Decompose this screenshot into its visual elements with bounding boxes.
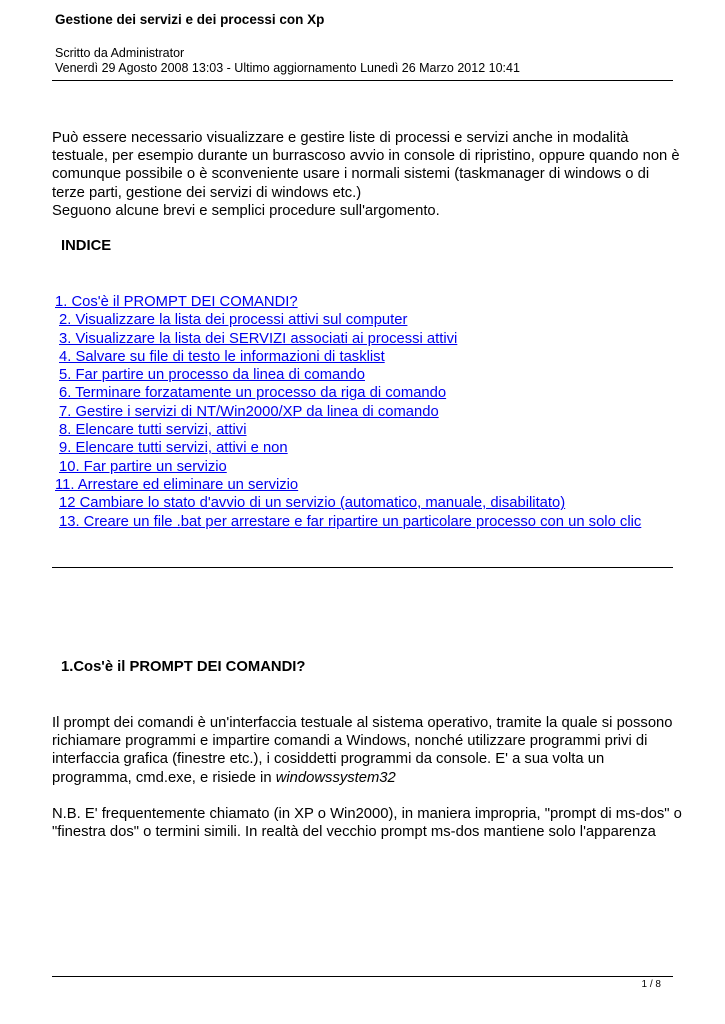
intro-paragraph: Può essere necessario visualizzare e gestire liste di processi e servizi anche in modalità testuale, per esempio durante un burrascoso avvio in console di ripristino, oppure quando non è comunque possibile o è sconveniente usare i normali sistemi (taskmanager di windows o di terze parti, gestione dei servizi di windows etc.): [52, 130, 680, 201]
section-paragraph-text: Il prompt dei comandi è un'interfaccia testuale al sistema operativo, tramite la quale si possono richiamare programmi e impartire comandi a Windows, nonché utilizzare programmi privi di interfaccia grafica (finestre etc.), i cosiddetti programmi da console. E' a sua volta un programma, cmd.exe, e risiede in: [52, 715, 673, 786]
toc-link[interactable]: 13. Creare un file .bat per arrestare e far ripartire un particolare processo con un solo clic: [59, 513, 642, 530]
toc-link[interactable]: 5. Far partire un processo da linea di comando: [59, 367, 365, 384]
toc-link[interactable]: 11. Arrestare ed eliminare un servizio: [55, 476, 299, 493]
toc-item: [55, 384, 641, 402]
toc-item: [55, 458, 641, 476]
toc-link[interactable]: 2. Visualizzare la lista dei processi attivi sul computer: [59, 312, 408, 329]
toc-link[interactable]: 12 Cambiare lo stato d'avvio di un servizio (automatico, manuale, disabilitato): [59, 495, 566, 512]
intro-section: [52, 129, 682, 220]
toc-item: [55, 476, 641, 494]
footer-divider: [52, 976, 673, 977]
intro-paragraph: Seguono alcune brevi e semplici procedure sull'argomento.: [52, 202, 440, 219]
toc-item: [55, 330, 641, 348]
article-meta: [55, 46, 520, 76]
toc-link[interactable]: 6. Terminare forzatamente un processo da riga di comando: [59, 385, 447, 402]
page-number: 1 / 8: [641, 979, 661, 990]
table-of-contents: [55, 293, 641, 531]
toc-item: [55, 494, 641, 512]
page-title: Gestione dei servizi e dei processi con Xp: [55, 12, 325, 27]
toc-link[interactable]: 4. Salvare su file di testo le informazioni di tasklist: [59, 348, 385, 365]
toc-item: [55, 513, 641, 531]
toc-link[interactable]: 3. Visualizzare la lista dei SERVIZI associati ai processi attivi: [59, 330, 458, 347]
toc-item: [55, 348, 641, 366]
toc-link[interactable]: 1. Cos'è il PROMPT DEI COMANDI?: [55, 294, 298, 310]
toc-item: [55, 293, 641, 311]
toc-item: [55, 311, 641, 329]
system-path: windowssystem32: [275, 769, 396, 786]
author-line: Scritto da Administrator: [55, 46, 185, 60]
date-line: Venerdì 29 Agosto 2008 13:03 - Ultimo aggiornamento Lunedì 26 Marzo 2012 10:41: [55, 61, 520, 75]
section-divider: [52, 567, 673, 568]
toc-item: [55, 366, 641, 384]
section-paragraph: [52, 714, 682, 787]
toc-link[interactable]: 9. Elencare tutti servizi, attivi e non: [59, 440, 288, 457]
section-body: [52, 714, 682, 859]
toc-item: [55, 403, 641, 421]
toc-link[interactable]: 8. Elencare tutti servizi, attivi: [59, 422, 247, 439]
toc-link[interactable]: 10. Far partire un servizio: [59, 458, 227, 475]
header-divider: [52, 80, 673, 81]
section-paragraph: N.B. E' frequentemente chiamato (in XP o Win2000), in maniera impropria, "prompt di ms-dos" o "finestra dos" o termini simili. In realtà del vecchio prompt ms-dos mantiene solo l'apparenza: [52, 805, 682, 841]
index-heading: INDICE: [61, 238, 112, 254]
toc-link[interactable]: 7. Gestire i servizi di NT/Win2000/XP da linea di comando: [59, 403, 439, 420]
toc-item: [55, 439, 641, 457]
toc-item: [55, 421, 641, 439]
section-heading: 1.Cos'è il PROMPT DEI COMANDI?: [61, 659, 306, 675]
